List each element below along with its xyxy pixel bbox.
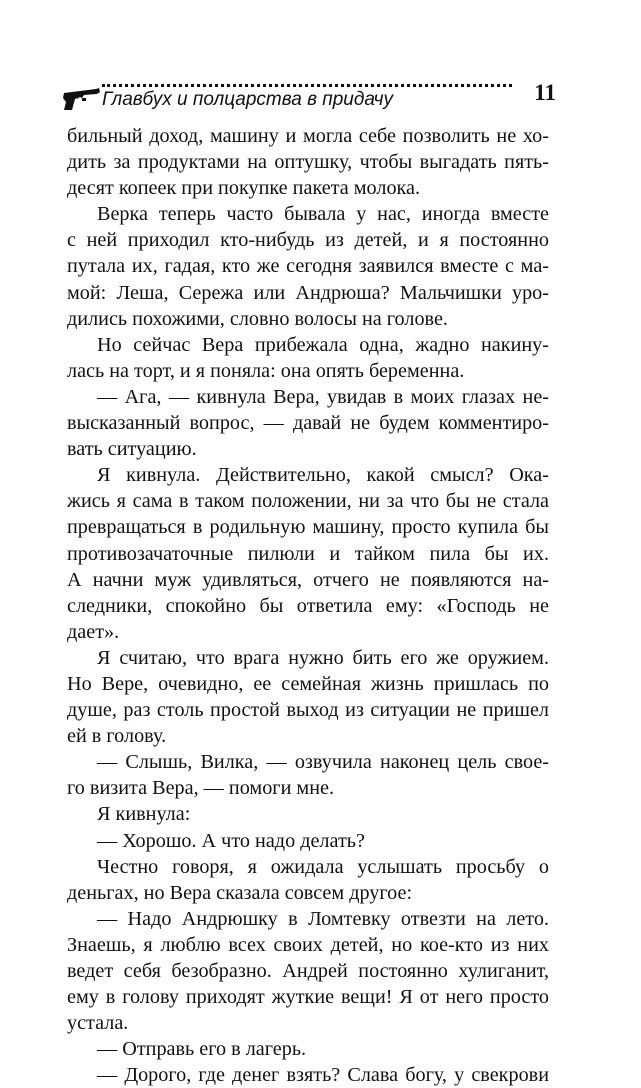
text-line: — Надо Андрюшку в Ломтевку отвезти на лето.: [97, 907, 549, 930]
text-line: лась на торт, и я поняла: она опять беременна.: [67, 359, 465, 382]
page-number: 11: [534, 80, 556, 105]
text-line: Верка теперь часто бывала у нас, иногда вместе: [97, 203, 549, 226]
text-line: Знаешь, я люблю всех своих детей, но кое-кто из них: [67, 933, 549, 956]
text-line: дает».: [67, 620, 120, 643]
text-line: Честно говоря, я ожидала услышать просьбу о: [97, 855, 549, 878]
text-line: Но Вере, очевидно, ее семейная жизнь пришлась по: [67, 672, 549, 695]
text-line: ей в голову.: [67, 725, 167, 748]
dotted-rule: [102, 84, 512, 87]
text-line: путала их, гадая, кто же сегодня заявился вместе с ма-: [67, 255, 549, 278]
text-line: бильный доход, машину и могла себе позволить не хо-: [67, 125, 549, 147]
text-line: — Дорого, где денег взять? Слава богу, у свекрови: [97, 1064, 549, 1087]
text-line: дились похожими, словно волосы на голове.: [67, 307, 448, 330]
text-line: — Хорошо. А что надо делать?: [97, 829, 365, 852]
text-line: деньгах, но Вера сказала совсем другое:: [67, 881, 413, 904]
text-line: превращаться в родильную машину, просто купила бы: [67, 516, 549, 539]
running-header: [62, 76, 556, 116]
text-line: Я кивнула:: [97, 803, 191, 826]
text-line: с ней приходил кто-нибудь из детей, и я постоянно: [67, 229, 549, 252]
text-line: жись я сама в таком положении, ни за что бы не стала: [67, 490, 549, 513]
text-line: ведет себя безобразно. Андрей постоянно хулиганит,: [67, 960, 549, 982]
text-line: Но сейчас Вера прибежала одна, жадно накину-: [97, 333, 549, 356]
text-line: высказанный вопрос, — давай не будем комментиро-: [67, 412, 549, 435]
revolver-icon: [62, 84, 102, 112]
text-line: дить за продуктами на оптушку, чтобы выгадать пять-: [67, 151, 549, 174]
text-line: вать ситуацию.: [67, 438, 197, 461]
book-title: Главбух и полцарства в придачу: [102, 89, 394, 110]
text-line: десят копеек при покупке пакета молока.: [67, 177, 421, 200]
text-line: Я считаю, что врага нужно бить его же оружием.: [97, 646, 549, 669]
body-text: [67, 123, 549, 1088]
text-line: — Отправь его в лагерь.: [97, 1038, 307, 1061]
text-line: устала.: [67, 1012, 129, 1035]
text-line: следники, спокойно бы ответила ему: «Господь не: [67, 594, 549, 617]
text-line: го визита Вера, — помоги мне.: [67, 777, 335, 800]
text-line: противозачаточные пилюли и тайком пила бы их.: [67, 542, 549, 565]
text-line: Я кивнула. Действительно, какой смысл? Ока-: [97, 464, 549, 487]
text-line: душе, раз столь простой выход из ситуации не пришел: [67, 699, 549, 722]
text-line: ему в голову приходят жуткие вещи! Я от него просто: [67, 986, 549, 1009]
text-line: А начни муж удивляться, отчего не появляются на-: [67, 568, 549, 591]
text-line: — Слышь, Вилка, — озвучила наконец цель свое-: [97, 751, 549, 774]
text-line: мой: Леша, Сережа или Андрюша? Мальчишки уро-: [67, 281, 549, 304]
text-line: — Ага, — кивнула Вера, увидав в моих глазах не-: [97, 385, 549, 408]
